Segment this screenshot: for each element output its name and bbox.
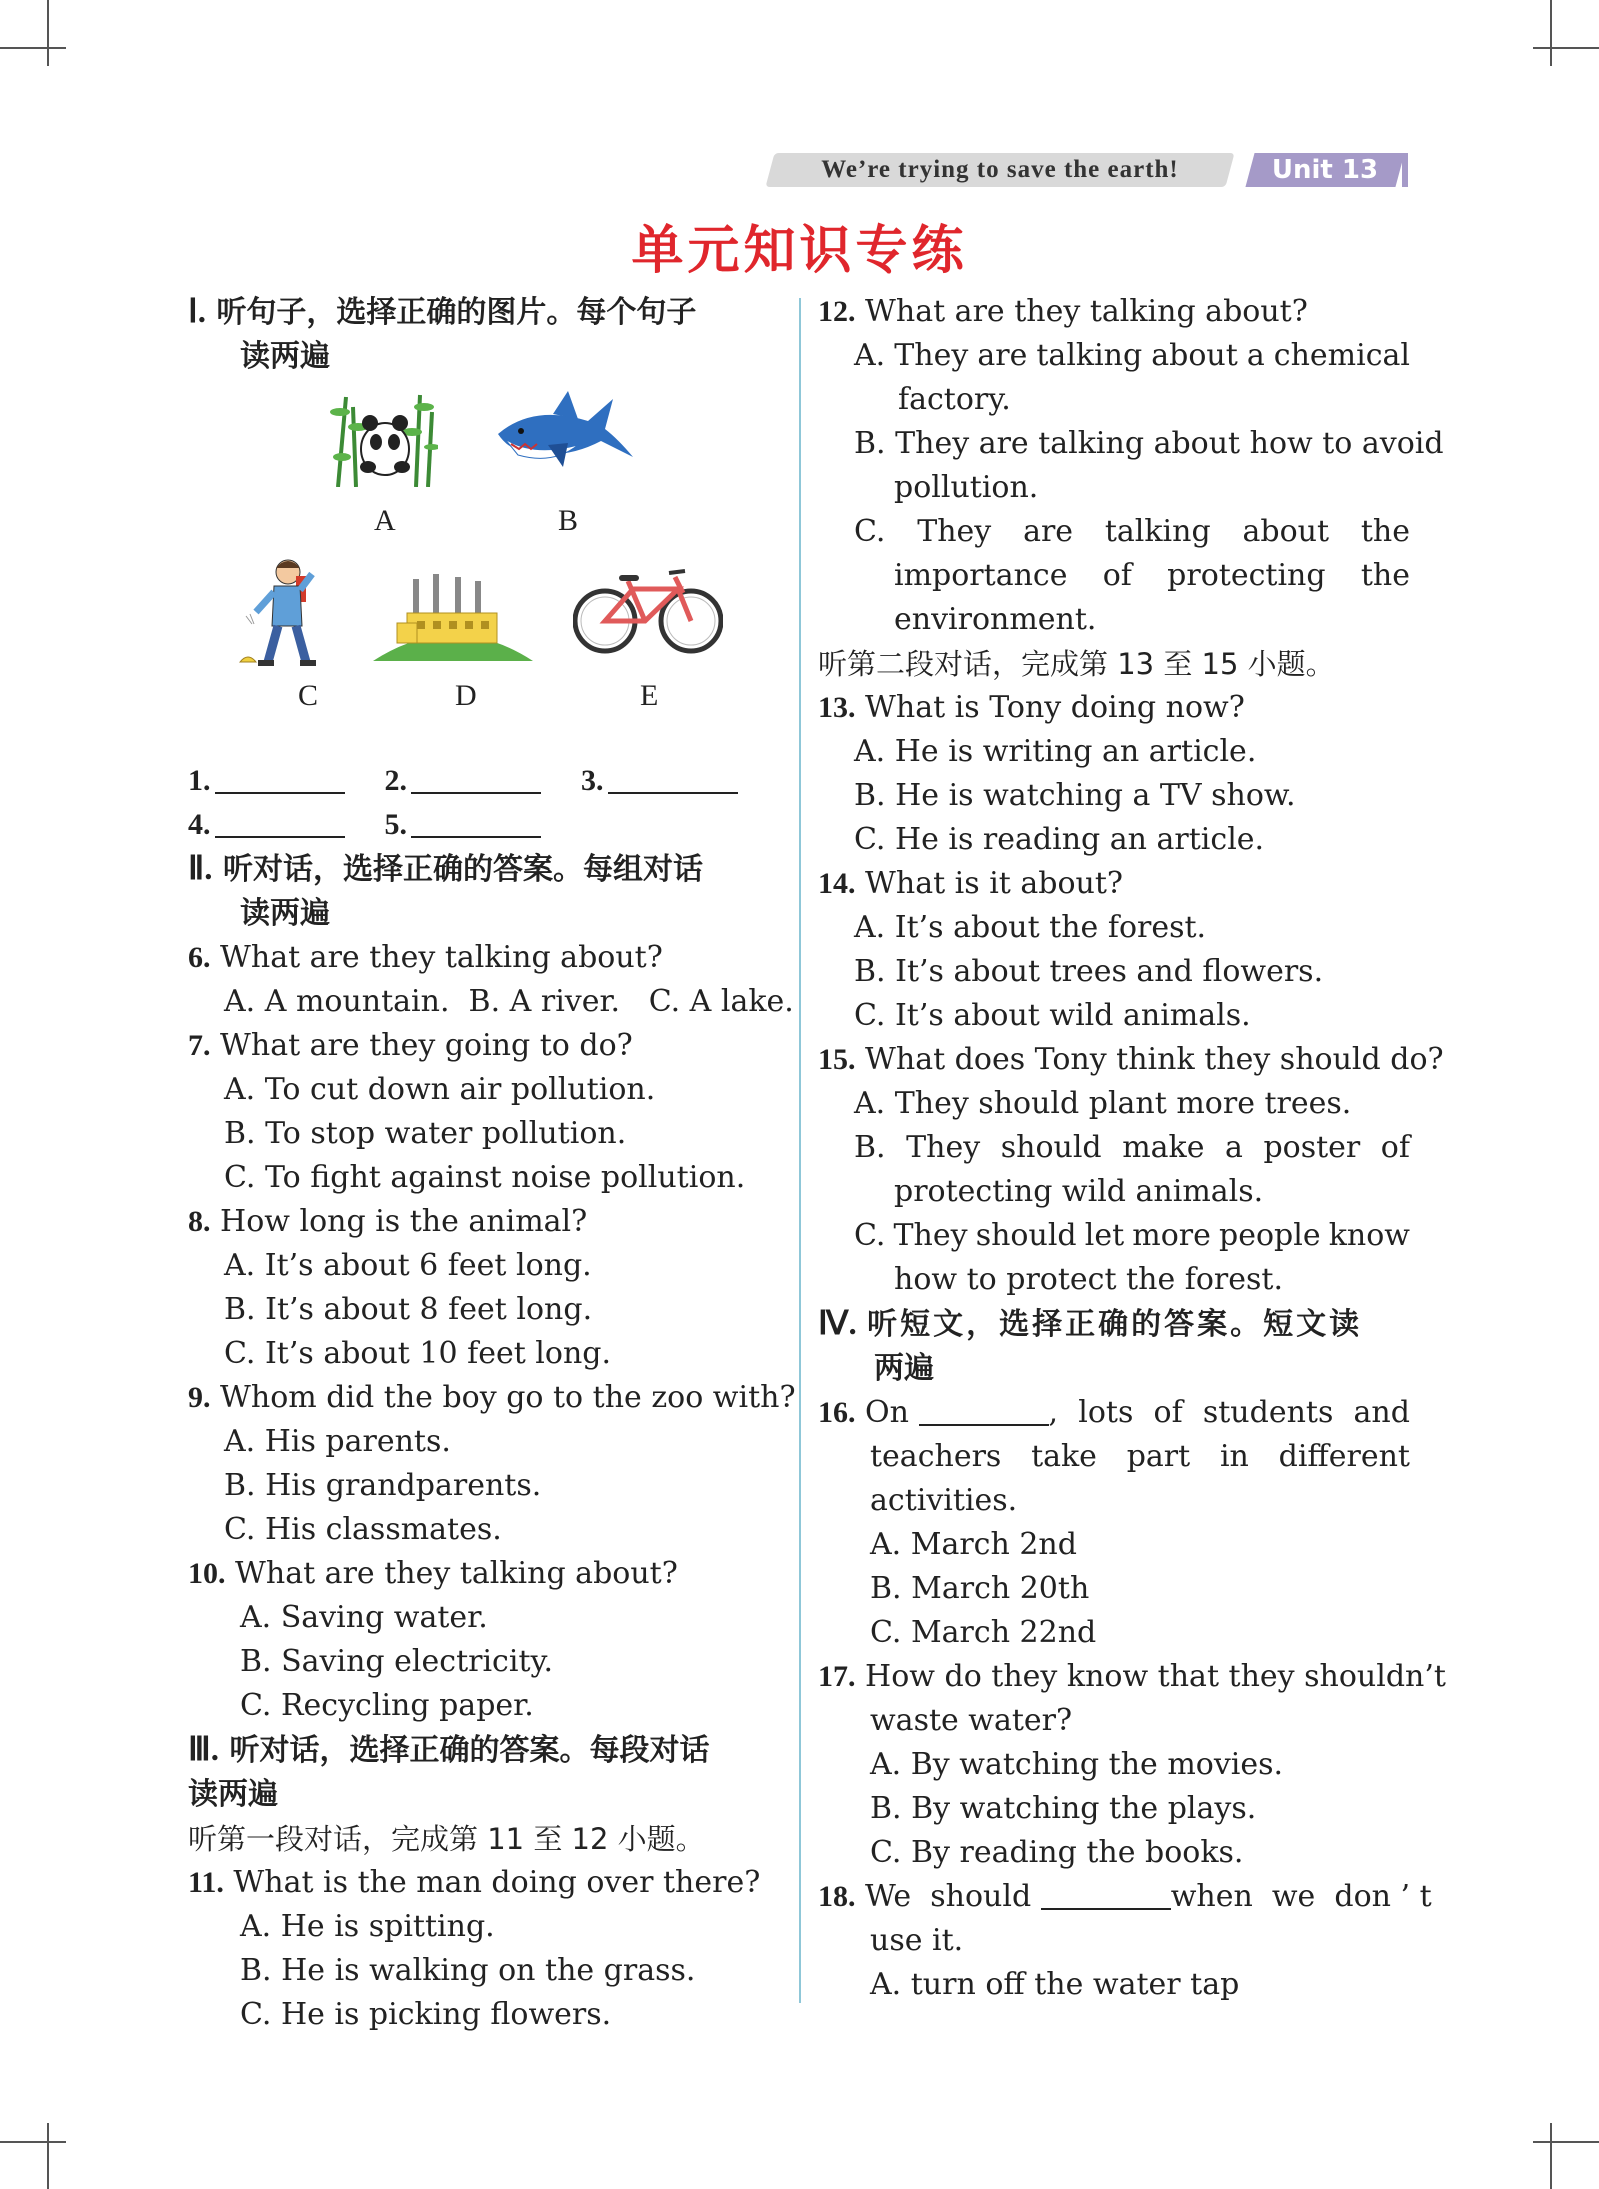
option-c: C. He is reading an article.	[854, 822, 1265, 857]
crop-mark	[0, 47, 66, 49]
option-c: C. Recycling paper.	[240, 1688, 534, 1723]
word: importance	[894, 558, 1068, 593]
question-13	[818, 686, 1410, 730]
question-9	[188, 1376, 796, 1420]
option-c: C. By reading the books.	[870, 1835, 1244, 1870]
word: more	[1132, 1218, 1211, 1253]
option-b: B. To stop water pollution.	[224, 1116, 627, 1151]
section-number: Ⅳ.	[818, 1306, 857, 1342]
option-a: A. His parents.	[224, 1424, 451, 1459]
question-number: 18.	[818, 1880, 856, 1913]
answer-blank-2[interactable]	[411, 762, 541, 794]
option-a: A. They should plant more trees.	[854, 1086, 1352, 1121]
answer-blank-4[interactable]	[215, 806, 345, 838]
answer-line-2	[188, 803, 780, 847]
option-a: A. He is spitting.	[240, 1909, 495, 1944]
word: lots	[1078, 1395, 1134, 1430]
word: talking	[1104, 514, 1211, 549]
answer-line-1	[188, 759, 780, 803]
question-number: 11.	[188, 1866, 224, 1899]
question-text: What are they going to do?	[220, 1028, 633, 1063]
word: and	[1353, 1395, 1410, 1430]
word: On	[865, 1395, 909, 1430]
question-6	[188, 936, 780, 980]
question-6-options: A. A mountain. B. A river. C. A lake.	[224, 984, 794, 1019]
word: They	[906, 1130, 981, 1165]
section-instruction: 听短文，选择正确的答案。短文读	[867, 1307, 1363, 1342]
section-3-heading-line2: 读两遍	[188, 1777, 278, 1812]
word: are	[1023, 514, 1074, 549]
question-text: What does Tony think they should do?	[865, 1042, 1444, 1077]
option-a-cont: factory.	[898, 382, 1011, 417]
word: They	[893, 1218, 968, 1253]
option-c-cont: how to protect the forest.	[894, 1262, 1283, 1297]
word: in	[1219, 1439, 1249, 1474]
word: a	[1246, 338, 1265, 373]
word: know	[1328, 1218, 1410, 1253]
question-number: 6.	[188, 941, 211, 974]
picture-options	[188, 379, 780, 759]
question-text: What is Tony doing now?	[865, 690, 1245, 725]
question-text: Whom did the boy go to the zoo with?	[220, 1380, 796, 1415]
question-number: 14.	[818, 867, 856, 900]
item-number: 4.	[188, 808, 211, 841]
question-16: 16. On , lots of students and	[818, 1391, 1410, 1435]
crop-mark	[0, 2141, 66, 2143]
word: We should	[865, 1879, 1032, 1914]
section-1-heading-line2: 读两遍	[240, 339, 330, 374]
answer-blank-3[interactable]	[608, 762, 738, 794]
question-number: 15.	[818, 1043, 856, 1076]
picture-label-b: B	[558, 504, 579, 537]
running-header	[770, 153, 1410, 187]
question-text: What is it about?	[865, 866, 1124, 901]
option-c: C. His classmates.	[224, 1512, 502, 1547]
question-number: 17.	[818, 1660, 856, 1693]
word: about	[1151, 338, 1238, 373]
header-subtitle-box	[765, 153, 1234, 187]
question-text: What are they talking about?	[220, 940, 663, 975]
picture-label-c: C	[298, 679, 319, 712]
item-number: 5.	[384, 808, 407, 841]
question-text: How do they know that they shouldn’t	[865, 1659, 1446, 1694]
question-number: 7.	[188, 1029, 211, 1062]
question-8	[188, 1200, 780, 1244]
option-b: B. They are talking about how to avoid	[854, 426, 1444, 461]
option-b: B. He is walking on the grass.	[240, 1953, 696, 1988]
option-b	[818, 1126, 1410, 1170]
option-a: A. It’s about the forest.	[854, 910, 1207, 945]
page-title: 单元知识专练	[631, 221, 968, 281]
crop-mark	[1533, 47, 1599, 49]
question-text: What are they talking about?	[865, 294, 1308, 329]
question-16-line2	[818, 1435, 1410, 1479]
question-number: 16.	[818, 1396, 856, 1429]
word: should	[1000, 1130, 1102, 1165]
word: C.	[854, 1218, 886, 1253]
option-b: B. His grandparents.	[224, 1468, 542, 1503]
factory-icon	[373, 569, 533, 669]
column-divider	[799, 298, 801, 2003]
word: A.	[854, 338, 886, 373]
option-b: B. By watching the plays.	[870, 1791, 1257, 1826]
answer-blank-16[interactable]	[919, 1394, 1049, 1426]
option-c: C. To fight against noise pollution.	[224, 1160, 746, 1195]
section-instruction: 听对话，选择正确的答案。每段对话	[229, 1733, 710, 1768]
option-a: A. Saving water.	[240, 1600, 488, 1635]
left-column	[188, 290, 796, 2037]
word: people	[1219, 1218, 1321, 1253]
word: take	[1031, 1439, 1097, 1474]
section-2-heading-line2: 读两遍	[240, 896, 330, 931]
crop-mark	[47, 2123, 49, 2189]
word: protecting	[1167, 558, 1326, 593]
word: make	[1122, 1130, 1205, 1165]
right-column	[818, 290, 1446, 2007]
bicycle-picture	[573, 559, 723, 659]
shark-icon	[493, 379, 638, 479]
boy-littering-picture	[238, 554, 328, 674]
option-c	[818, 510, 1410, 554]
section-1-heading	[188, 290, 780, 335]
word: a	[1225, 1130, 1243, 1165]
question-text: What is the man doing over there?	[233, 1865, 761, 1900]
option-a	[818, 334, 1410, 378]
crop-mark	[1533, 2141, 1599, 2143]
option-c	[818, 1214, 1410, 1258]
word: the	[1360, 514, 1410, 549]
bicycle-icon	[573, 559, 723, 659]
section-number: Ⅲ.	[188, 1732, 220, 1768]
word: teachers	[870, 1439, 1002, 1474]
picture-label-e: E	[640, 679, 659, 712]
word: should	[975, 1218, 1077, 1253]
factory-picture	[373, 569, 533, 669]
word: talking	[1036, 338, 1143, 373]
option-a: A. turn off the water tap	[870, 1967, 1240, 2002]
question-17	[818, 1655, 1446, 1699]
question-number: 13.	[818, 691, 856, 724]
question-11	[188, 1861, 780, 1905]
question-text: How long is the animal?	[220, 1204, 588, 1239]
word: of	[1380, 1130, 1410, 1165]
word: They	[917, 514, 992, 549]
option-c: C. It’s about 10 feet long.	[224, 1336, 612, 1371]
word: students	[1202, 1395, 1334, 1430]
unit-label: Unit 13	[1271, 155, 1379, 185]
question-number: 12.	[818, 295, 856, 328]
question-14	[818, 862, 1410, 906]
section-instruction: 听对话，选择正确的答案。每组对话	[222, 852, 703, 887]
unit-bar	[1402, 153, 1408, 187]
question-12	[818, 290, 1410, 334]
word: part	[1126, 1439, 1191, 1474]
word: of	[1153, 1395, 1183, 1430]
option-a: A. By watching the movies.	[870, 1747, 1284, 1782]
option-b: B. It’s about 8 feet long.	[224, 1292, 593, 1327]
option-b: B. March 20th	[870, 1571, 1090, 1606]
dialogue-1-instruction: 听第一段对话，完成第 11 至 12 小题。	[188, 1822, 705, 1856]
question-18	[818, 1875, 1432, 1919]
answer-blank-18[interactable]	[1041, 1878, 1171, 1910]
picture-label-a: A	[374, 504, 396, 537]
question-16-line3: activities.	[870, 1483, 1018, 1518]
word: They	[894, 338, 969, 373]
section-instruction: 听句子，选择正确的图片。每个句子	[216, 295, 697, 330]
question-number: 9.	[188, 1381, 211, 1414]
word: different	[1278, 1439, 1410, 1474]
word: C.	[854, 514, 886, 549]
option-c: C. March 22nd	[870, 1615, 1097, 1650]
answer-blank-5[interactable]	[411, 806, 541, 838]
section-2-heading	[188, 847, 780, 892]
item-number: 3.	[581, 764, 604, 797]
word: when we don ’ t	[1170, 1879, 1432, 1914]
word: of	[1102, 558, 1132, 593]
question-number: 10.	[188, 1557, 226, 1590]
option-b-cont: pollution.	[894, 470, 1039, 505]
option-b: B. It’s about trees and flowers.	[854, 954, 1324, 989]
section-3-heading	[188, 1728, 780, 1773]
word: are	[977, 338, 1028, 373]
option-c-cont2: environment.	[894, 602, 1097, 637]
dialogue-2-instruction: 听第二段对话，完成第 13 至 15 小题。	[818, 647, 1335, 681]
question-7	[188, 1024, 780, 1068]
crop-mark	[1550, 2123, 1552, 2189]
option-c-cont	[818, 554, 1410, 598]
unit-badge	[1245, 153, 1404, 187]
option-a: A. He is writing an article.	[854, 734, 1257, 769]
picture-label-d: D	[455, 679, 477, 712]
word: poster	[1263, 1130, 1361, 1165]
section-4-heading	[818, 1302, 1410, 1347]
question-10	[188, 1552, 780, 1596]
shark-picture	[493, 379, 638, 479]
crop-mark	[1550, 0, 1552, 66]
item-number: 2.	[384, 764, 407, 797]
word: let	[1084, 1218, 1125, 1253]
question-18-line2: use it.	[870, 1923, 964, 1958]
word: chemical	[1273, 338, 1410, 373]
option-a: A. To cut down air pollution.	[224, 1072, 656, 1107]
header-subtitle: We’re trying to save the earth!	[821, 156, 1179, 183]
section-4-heading-line2: 两遍	[874, 1351, 934, 1386]
option-b: B. Saving electricity.	[240, 1644, 554, 1679]
answer-blank-1[interactable]	[215, 762, 345, 794]
section-number: Ⅰ.	[188, 294, 206, 330]
option-c: C. It’s about wild animals.	[854, 998, 1251, 1033]
question-number: 8.	[188, 1205, 211, 1238]
panda-picture	[328, 387, 438, 487]
boy-icon	[238, 554, 328, 674]
word: about	[1242, 514, 1330, 549]
word: the	[1360, 558, 1410, 593]
option-c: C. He is picking flowers.	[240, 1997, 612, 2032]
question-text: What are they talking about?	[235, 1556, 678, 1591]
section-number: Ⅱ.	[188, 851, 213, 887]
question-17-line2: waste water?	[870, 1703, 1073, 1738]
crop-mark	[47, 0, 49, 66]
option-b: B. He is watching a TV show.	[854, 778, 1296, 813]
option-a: A. March 2nd	[870, 1527, 1077, 1562]
question-15	[818, 1038, 1444, 1082]
option-a: A. It’s about 6 feet long.	[224, 1248, 592, 1283]
option-b-cont: protecting wild animals.	[894, 1174, 1264, 1209]
item-number: 1.	[188, 764, 211, 797]
word: B.	[854, 1130, 886, 1165]
panda-icon	[328, 387, 438, 487]
